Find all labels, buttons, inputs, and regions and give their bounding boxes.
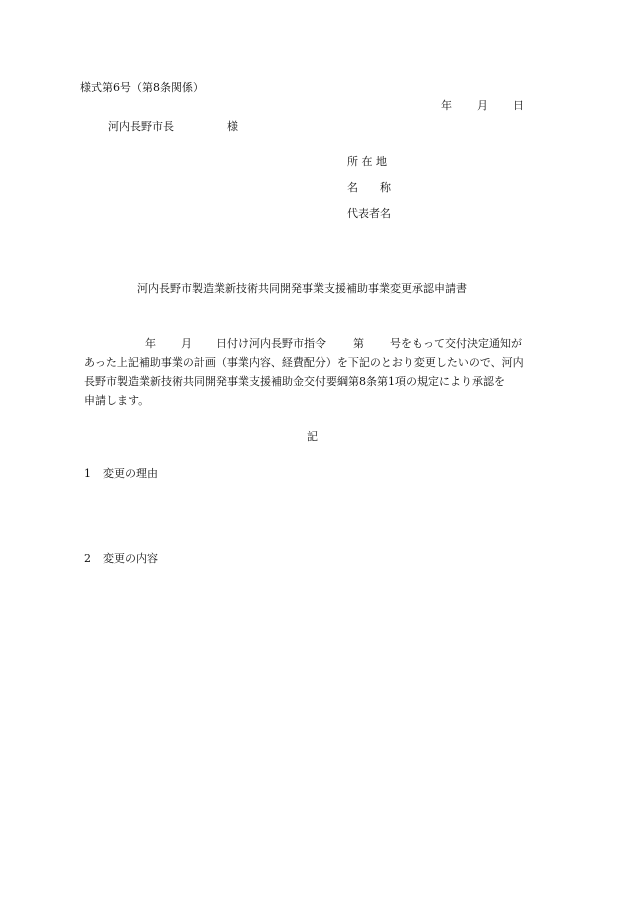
body-paragraph bbox=[84, 334, 544, 410]
body-line-1-rest: 号をもって交付決定通知が bbox=[390, 337, 522, 350]
applicant-representative-label: 代表者名 bbox=[347, 207, 391, 220]
item-reason-label: 変更の理由 bbox=[103, 467, 158, 480]
item-content-number: 2 bbox=[84, 552, 91, 565]
addressee-name: 河内長野市長 bbox=[108, 120, 174, 133]
body-line-1 bbox=[84, 334, 544, 353]
date-day-label: 日 bbox=[513, 99, 524, 112]
ki-label: 記 bbox=[307, 430, 318, 443]
date-month-label: 月 bbox=[477, 99, 488, 112]
document-title: 河内長野市製造業新技術共同開発事業支援補助事業変更承認申請書 bbox=[137, 282, 467, 295]
applicant-address-label: 所 在 地 bbox=[347, 155, 387, 168]
body-dai-label: 第 bbox=[353, 337, 364, 350]
body-line-2: あった上記補助事業の計画（事業内容、経費配分）を下記のとおり変更したいので、河内 bbox=[84, 356, 524, 369]
body-dated-text: 日付け河内長野市指令 bbox=[216, 337, 326, 350]
date-line bbox=[441, 99, 524, 113]
item-reason bbox=[84, 467, 158, 481]
body-line-4: 申請します。 bbox=[84, 394, 150, 407]
form-number: 様式第6号（第8条関係） bbox=[80, 81, 204, 94]
body-year-label: 年 bbox=[145, 337, 156, 350]
body-month-label: 月 bbox=[181, 337, 192, 350]
addressee-line bbox=[108, 120, 238, 134]
date-year-label: 年 bbox=[441, 99, 452, 112]
body-line-3: 長野市製造業新技術共同開発事業支援補助金交付要綱第8条第1項の規定により承認を bbox=[84, 375, 505, 388]
item-reason-number: 1 bbox=[84, 467, 91, 480]
item-content bbox=[84, 552, 158, 566]
item-content-label: 変更の内容 bbox=[103, 552, 158, 565]
addressee-honorific: 様 bbox=[227, 120, 238, 133]
applicant-name-label: 名 称 bbox=[347, 181, 391, 194]
